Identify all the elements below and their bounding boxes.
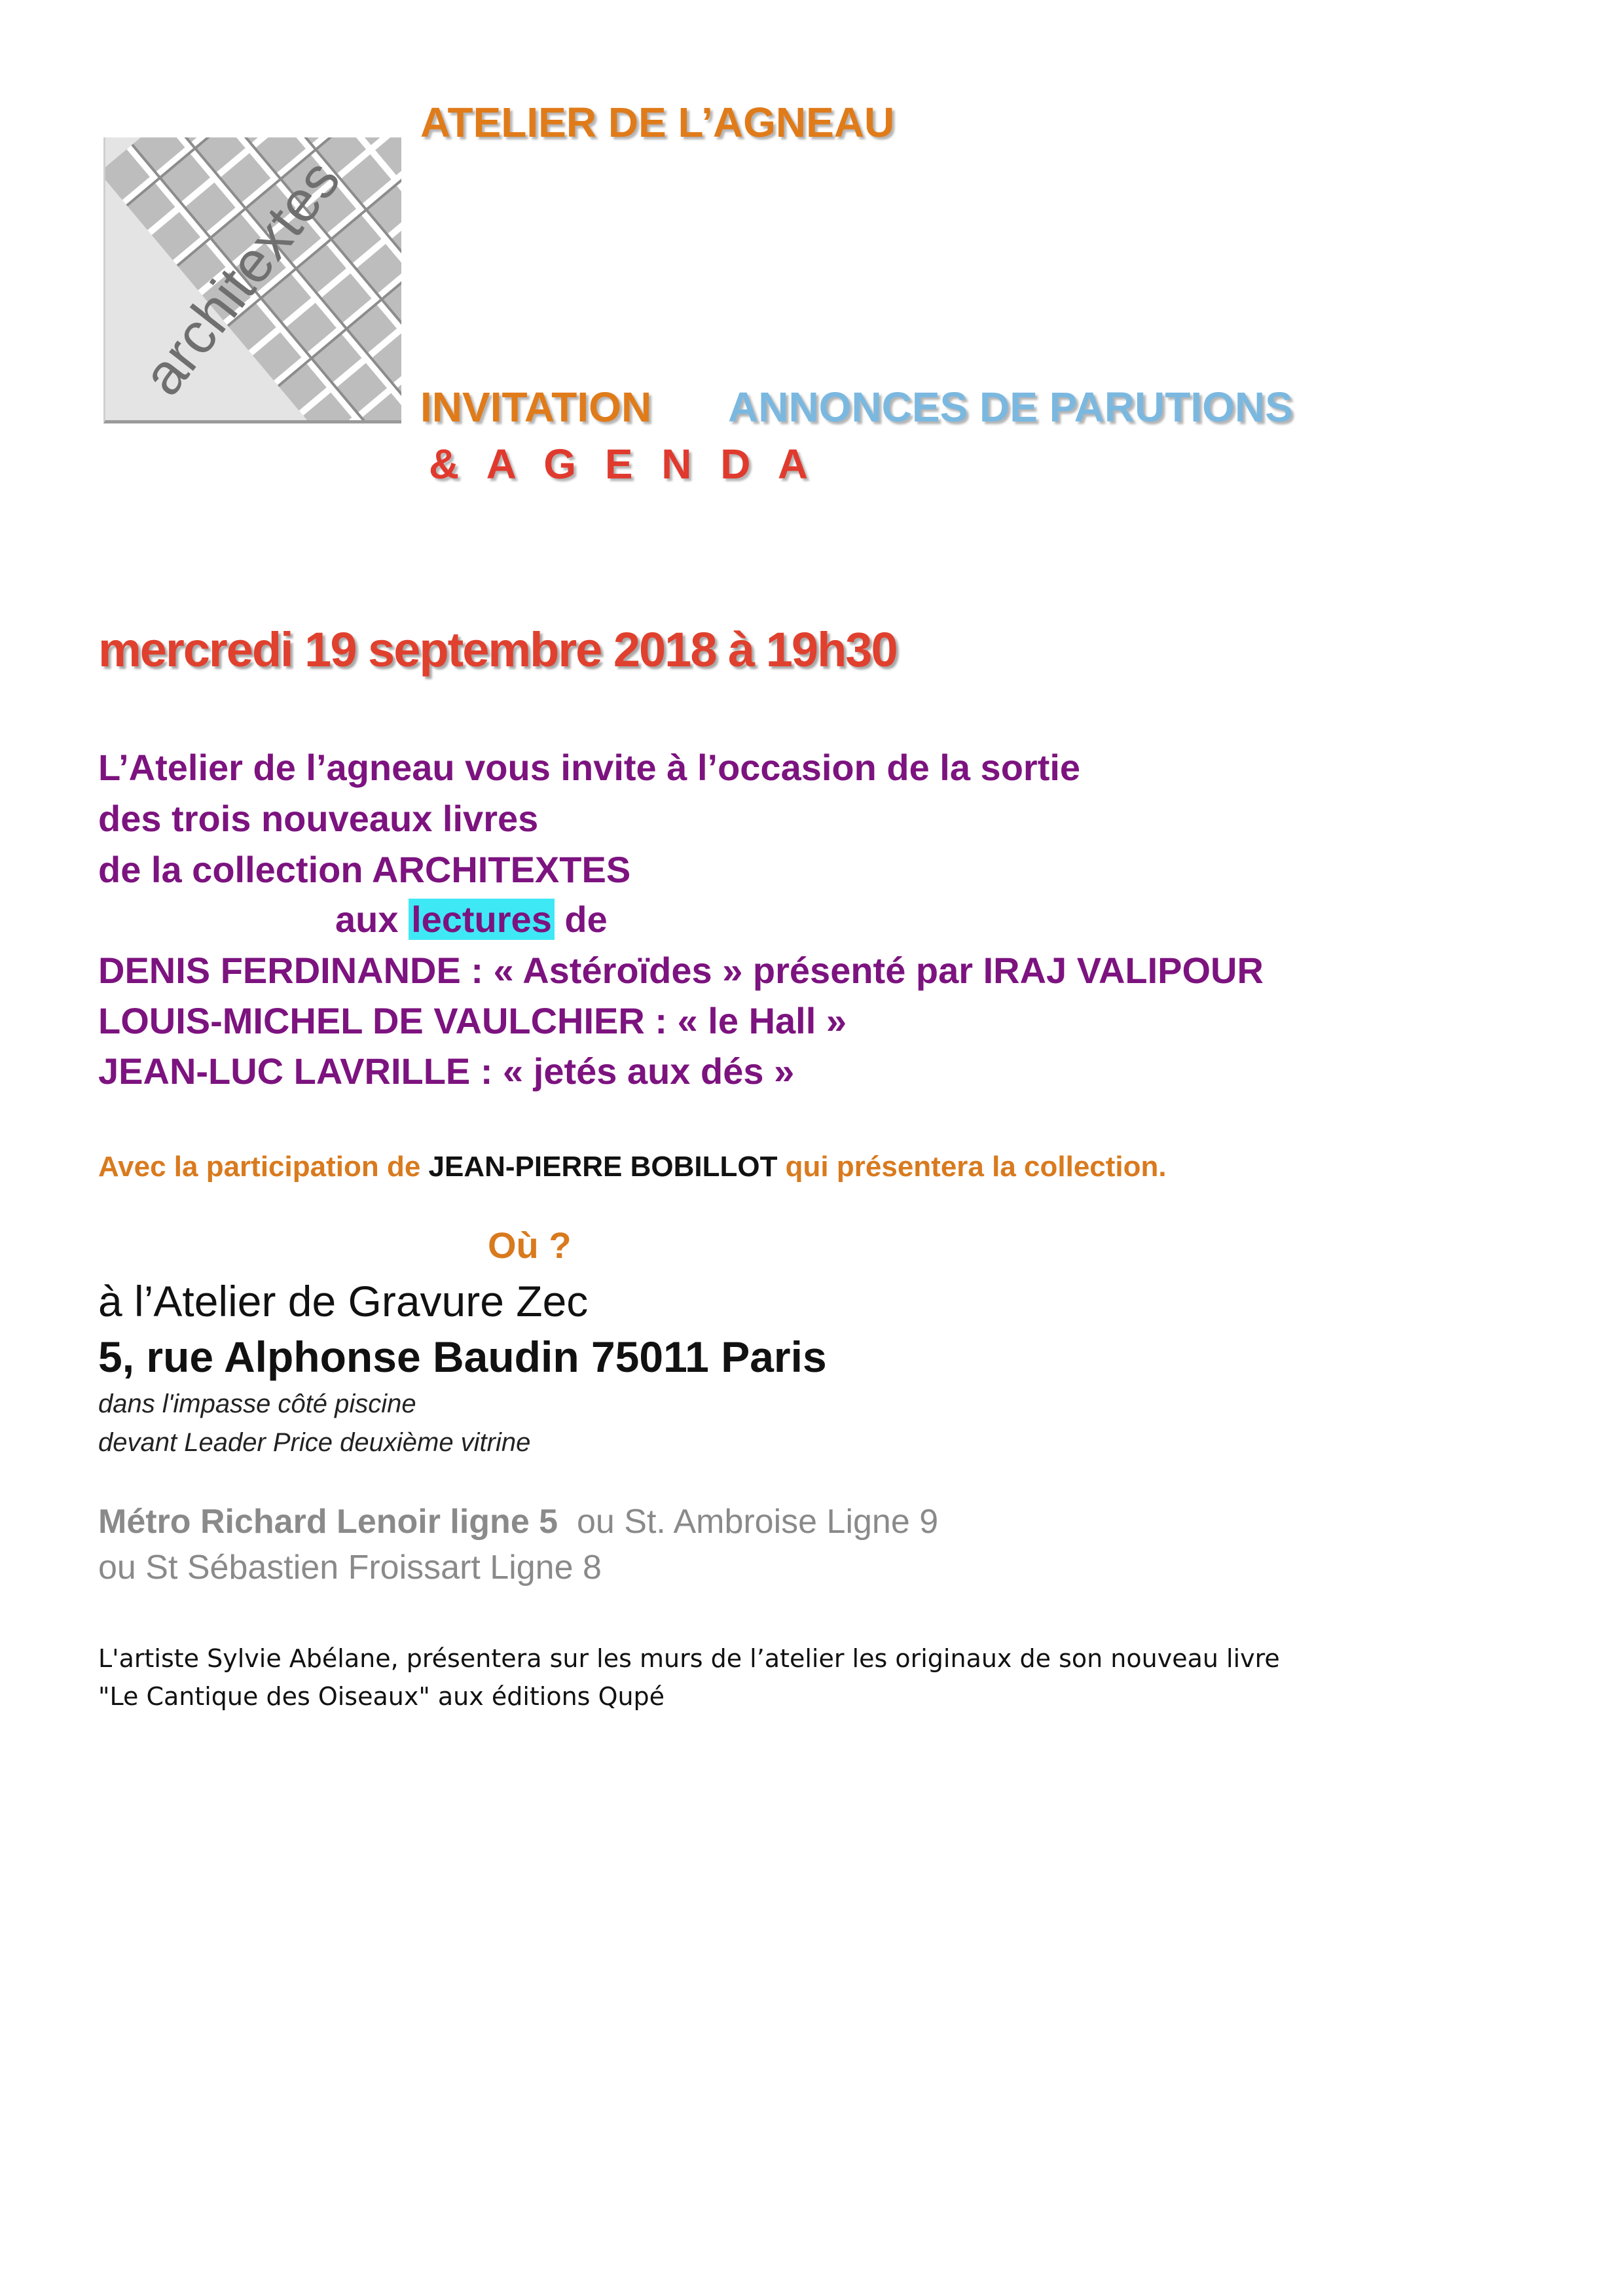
venue-address: 5, rue Alphonse Baudin 75011 Paris [98,1333,827,1381]
participant-name: JEAN-PIERRE BOBILLOT [428,1151,778,1183]
agenda-title: & A G E N D A [429,440,817,488]
highlighted-word: lectures [409,899,555,940]
invite-text: de [554,899,608,940]
invitation-title: INVITATION [420,384,652,431]
where-label: Où ? [488,1225,572,1266]
metro-line: ou St Sébastien Froissart Ligne 8 [98,1549,602,1587]
invite-line: L’Atelier de l’agneau vous invite à l’occasion de la sortie [98,747,1081,788]
directions-note: dans l'impasse côté piscine [98,1390,416,1418]
author-entry: JEAN-LUC LAVRILLE : « jetés aux dés » [98,1050,795,1092]
event-date: mercredi 19 septembre 2018 à 19h30 [98,622,897,677]
artist-note: "Le Cantique des Oiseaux" aux éditions Qupé [98,1682,665,1711]
directions-note: devant Leader Price deuxième vitrine [98,1428,531,1457]
invite-line-readings [335,898,608,941]
participation-text: qui présentera la collection. [777,1151,1167,1183]
invite-text: aux [335,899,409,940]
architextes-logo [103,137,401,423]
metro-line [98,1502,938,1541]
publisher-title: ATELIER DE L’AGNEAU [420,99,895,146]
author-entry: DENIS FERDINANDE : « Astéroïdes » présenté par IRAJ VALIPOUR [98,950,1264,991]
participation-text: Avec la participation de [98,1151,429,1183]
logo-text: architextes [129,147,352,407]
invite-line: de la collection ARCHITEXTES [98,849,631,890]
invite-line: des trois nouveaux livres [98,798,539,839]
metro-alt: ou St. Ambroise Ligne 9 [558,1503,939,1541]
participation-line [98,1151,1167,1183]
metro-main: Métro Richard Lenoir ligne 5 [98,1503,558,1541]
venue-name: à l’Atelier de Gravure Zec [98,1277,589,1325]
author-entry: LOUIS-MICHEL DE VAULCHIER : « le Hall » [98,1000,847,1041]
announcements-title: ANNONCES DE PARUTIONS [728,384,1293,431]
artist-note: L'artiste Sylvie Abélane, présentera sur les murs de l’atelier les originaux de son nouveau livre [98,1644,1280,1673]
logo-graphic [105,137,401,420]
